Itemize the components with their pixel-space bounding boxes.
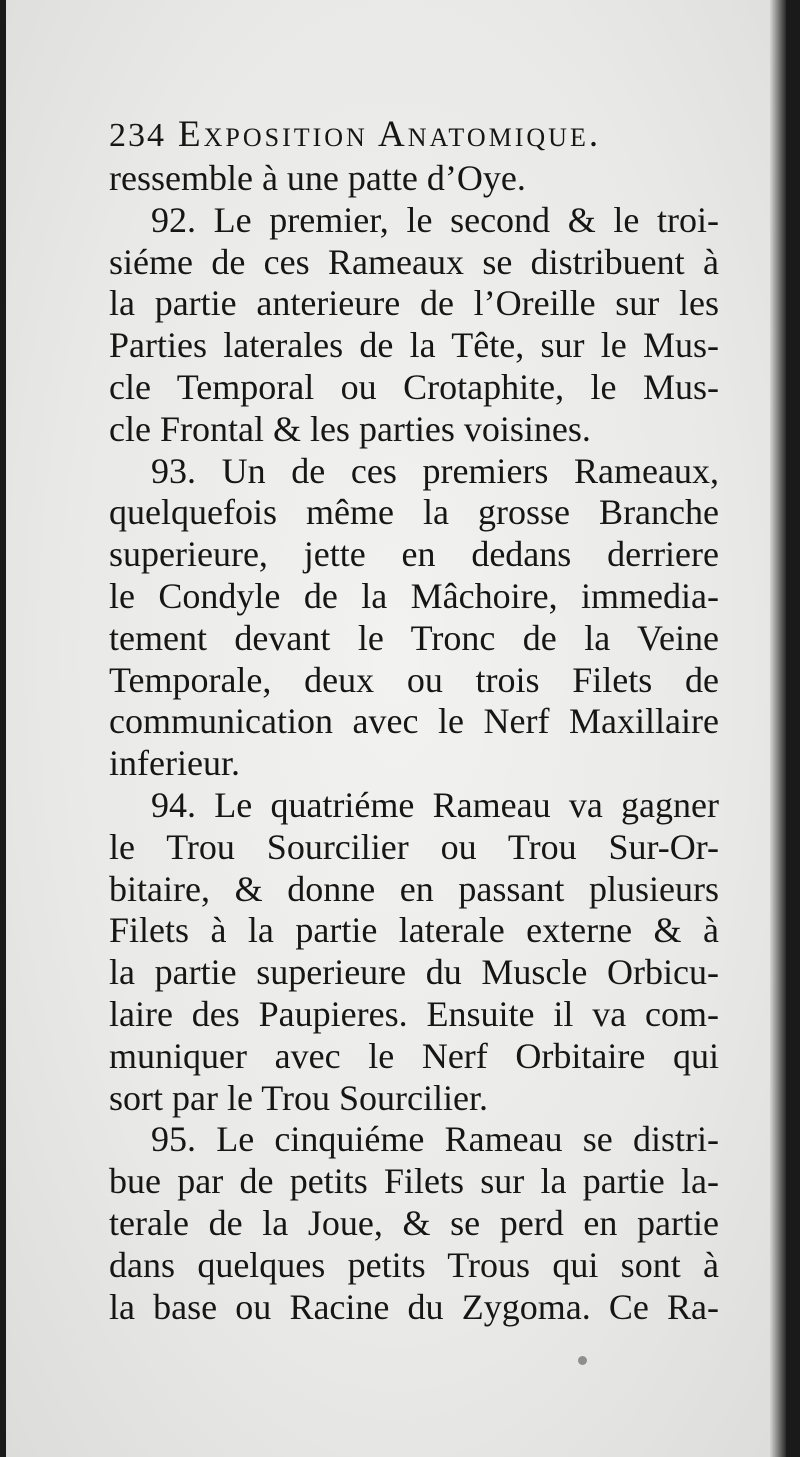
running-head: Exposition Anatomique.	[178, 114, 602, 155]
text-line: le Condyle de la Mâchoire, immedia-	[109, 575, 719, 616]
text-line: la partie anterieure de l’Oreille sur les	[109, 283, 719, 324]
text-line: tement devant le Tronc de la Veine	[109, 617, 719, 658]
text-line: la partie superieure du Muscle Orbicu-	[109, 952, 719, 993]
paragraph-95-start: 95. Le cinquiéme Rameau se distri-	[151, 1119, 719, 1160]
text-line: le Trou Sourcilier ou Trou Sur-Or-	[109, 826, 719, 867]
text-line: Temporale, deux ou trois Filets de	[109, 659, 719, 700]
text-line: ressemble à une patte d’Oye.	[109, 158, 526, 198]
text-line: Filets à la partie laterale externe & à	[109, 910, 719, 951]
text-line: dans quelques petits Trous qui sont à	[109, 1244, 719, 1285]
text-line: la base ou Racine du Zygoma. Ce Ra-	[109, 1286, 719, 1327]
text-line: terale de la Joue, & se perd en partie	[109, 1202, 719, 1243]
text-line: Parties laterales de la Tête, sur le Mus-	[109, 325, 719, 366]
page-text	[109, 112, 719, 1328]
paragraph-94-start: 94. Le quatriéme Rameau va gagner	[151, 784, 719, 825]
text-line: cle Temporal ou Crotaphite, le Mus-	[109, 366, 719, 407]
page-number: 234	[109, 117, 166, 154]
text-line: quelquefois même la grosse Branche	[109, 492, 719, 533]
page-gutter-shadow	[770, 0, 786, 1457]
paragraph-92-start: 92. Le premier, le second & le troi-	[151, 199, 719, 240]
page-header	[109, 112, 719, 158]
text-line: laire des Paupieres. Ensuite il va com-	[109, 993, 719, 1034]
text-line: bitaire, & donne en passant plusieurs	[109, 868, 719, 909]
text-line: cle Frontal & les parties voisines.	[109, 408, 591, 449]
book-page	[6, 0, 786, 1457]
text-line: bue par de petits Filets sur la partie la-	[109, 1161, 719, 1202]
text-line: siéme de ces Rameaux se distribuent à	[109, 241, 719, 282]
text-line: superieure, jette en dedans derriere	[109, 534, 719, 575]
paragraph-93-start: 93. Un de ces premiers Rameaux,	[151, 450, 719, 491]
text-line: muniquer avec le Nerf Orbitaire qui	[109, 1035, 719, 1076]
ink-speck	[578, 1356, 587, 1365]
text-line: sort par le Trou Sourcilier.	[109, 1077, 488, 1118]
text-line: inferieur.	[109, 743, 240, 784]
text-line: communication avec le Nerf Maxillaire	[109, 701, 719, 742]
